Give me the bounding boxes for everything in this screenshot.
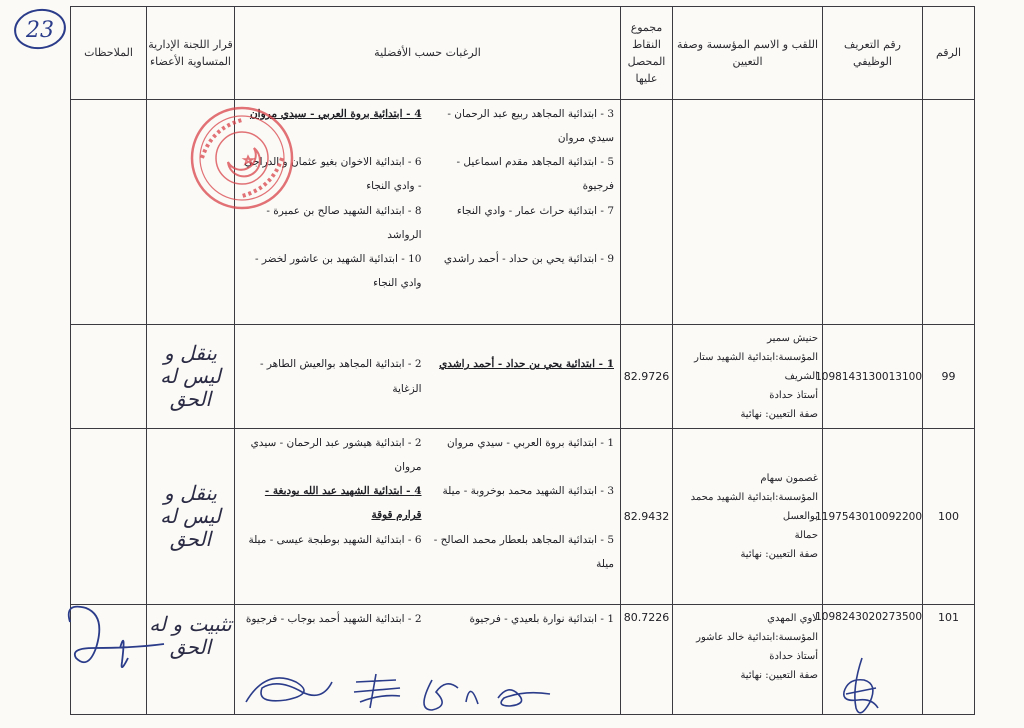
row-prefs	[235, 325, 621, 429]
pref-item: 3 - ابتدائية الشهيد محمد بوخروبة - ميلة	[442, 485, 614, 498]
employee-appointment: صفة التعيين: نهائية	[740, 670, 818, 681]
pref-item: 4 - ابتدائية الشهيد عبد الله بودبغة - قرارم قوقة	[264, 485, 422, 522]
row-id: 1098243020273500	[823, 605, 923, 715]
employee-school: المؤسسة:ابتدائية الشهيد ستار الشريف	[694, 352, 818, 382]
pref-item: 5 - ابتدائية المجاهد بلعطار محمد الصالح - ميلة	[433, 533, 614, 570]
employee-school: المؤسسة:ابتدائية خالد عاشور	[696, 632, 818, 643]
employee-name: غصمون سهام	[760, 473, 818, 484]
pref-item: 3 - ابتدائية المجاهد ربيع عبد الرحمان - سيدي مروان	[447, 108, 614, 145]
row-name-cell	[673, 325, 823, 429]
row-name-cell	[673, 100, 823, 325]
pref-item: 9 - ابتدائية يحي بن حداد - أحمد راشدي	[443, 252, 614, 265]
signature-right	[832, 654, 892, 724]
pref-item: 2 - ابتدائية الشهيد أحمد بوجاب - فرجيوة	[245, 613, 422, 625]
row-points: 82.9726	[621, 325, 673, 429]
row-name-cell	[673, 605, 823, 715]
row-decision: ينقل و ليس له الحق	[147, 325, 235, 429]
row-prefs	[235, 429, 621, 605]
pref-item: 8 - ابتدائية الشهيد صالح بن عميرة - الرواشد	[266, 204, 422, 241]
row-id: 1197543010092200	[823, 429, 923, 605]
header-points: مجموع النقاط المحصل عليها	[621, 7, 673, 100]
header-index: الرقم	[923, 7, 975, 100]
header-decision: قرار اللجنة الإدارية المتساوية الأعضاء	[147, 7, 235, 100]
official-stamp	[188, 104, 296, 212]
row-notes	[71, 325, 147, 429]
row-id: 1098143130013100	[823, 325, 923, 429]
row-name-cell	[673, 429, 823, 605]
row-points	[621, 100, 673, 325]
row-notes	[71, 100, 147, 325]
table-row	[71, 325, 975, 429]
pref-item: 6 - ابتدائية الاخوان بغيو عثمان و الدراجي - وادي النجاء	[244, 156, 422, 193]
employee-name: لاوي المهدي	[767, 613, 818, 624]
row-notes	[71, 429, 147, 605]
header-id: رقم التعريف الوظيفي	[823, 7, 923, 100]
pref-item: 6 - ابتدائية الشهيد بوطبجة عيسى - ميلة	[248, 533, 422, 546]
row-index: 101	[923, 605, 975, 715]
page-number-circle	[12, 6, 68, 52]
row-points: 80.7226	[621, 605, 673, 715]
pref-item: 2 - ابتدائية المجاهد بوالعيش الطاهر - الزغاية	[259, 358, 422, 395]
row-index	[923, 100, 975, 325]
employee-school: المؤسسة:ابتدائية الشهيد محمد بوالعسل	[690, 492, 818, 522]
row-index: 100	[923, 429, 975, 605]
row-id	[823, 100, 923, 325]
employee-rank: أستاذ حدادة	[769, 390, 818, 401]
employee-appointment: صفة التعيين: نهائية	[740, 409, 818, 420]
header-name: اللقب و الاسم المؤسسة وصفة التعيين	[673, 7, 823, 100]
signature-bottom	[236, 662, 566, 722]
pref-item: 2 - ابتدائية هيشور عبد الرحمان - سيدي مروان	[250, 437, 422, 474]
pref-item: 10 - ابتدائية الشهيد بن عاشور لخضر - وادي النجاء	[254, 252, 422, 289]
pref-item: 5 - ابتدائية المجاهد مقدم اسماعيل - فرجيوة	[456, 156, 614, 193]
pref-item: 1 - ابتدائية يحي بن حداد - أحمد راشدي	[439, 358, 614, 371]
page-number: 23	[26, 18, 54, 43]
employee-rank: أستاذ حدادة	[769, 651, 818, 662]
header-notes: الملاحظات	[71, 7, 147, 100]
row-decision: تثبيت و له الحق	[147, 605, 235, 715]
employee-appointment: صفة التعيين: نهائية	[740, 549, 818, 560]
table-row	[71, 429, 975, 605]
signature-left	[50, 592, 180, 692]
header-prefs: الرغبات حسب الأفضلية	[235, 7, 621, 100]
pref-item: 1 - ابتدائية نوارة بلعيدي - فرجيوة	[469, 613, 614, 625]
pref-item: 1 - ابتدائية بروة العربي - سيدي مروان	[446, 437, 614, 449]
pref-item: 7 - ابتدائية حراث عمار - وادي النجاء	[456, 204, 614, 217]
pref-item: 4 - ابتدائية بروة العربي - سيدي مروان	[249, 108, 422, 120]
employee-name: حنيش سمير	[767, 333, 818, 344]
employee-rank: حمالة	[794, 530, 818, 541]
row-points: 82.9432	[621, 429, 673, 605]
row-decision: ينقل و ليس له الحق	[147, 429, 235, 605]
row-index: 99	[923, 325, 975, 429]
